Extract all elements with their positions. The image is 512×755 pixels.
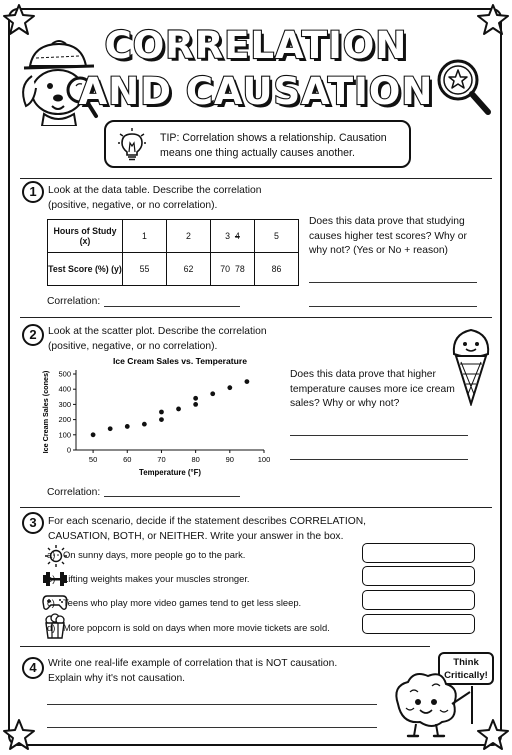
x-tick-label: 90 <box>225 455 234 464</box>
table-cell: 1 <box>123 220 167 253</box>
title-line-1: CORRELATION <box>104 24 408 67</box>
data-point <box>159 410 164 415</box>
question-number-4: 4 <box>22 657 44 679</box>
answer-line[interactable] <box>290 459 468 460</box>
table-header-hours: Hours of Study (x) <box>48 220 123 253</box>
answer-line[interactable] <box>47 704 377 705</box>
star-icon <box>476 718 510 752</box>
divider <box>20 178 492 179</box>
table-cell: 5 <box>255 220 299 253</box>
answer-box-b[interactable] <box>362 566 475 586</box>
correlation-answer-line[interactable] <box>104 306 240 307</box>
q2-correlation-label: Correlation: <box>47 487 101 498</box>
scenario-d: d) More popcorn is sold on days when more movie tickets are sold. <box>47 622 330 633</box>
q2-side-question: Does this data prove that higher temperature causes more ice cream sales? Why or why not? <box>290 369 455 409</box>
scenario-a: a) On sunny days, more people go to the park. <box>47 549 246 560</box>
q1-side-question: Does this data prove that studying causes higher test scores? Why or why not? (Yes or No + reason) <box>309 216 467 256</box>
title-line-2: AND CAUSATION <box>78 70 434 113</box>
y-tick-label: 0 <box>66 445 71 455</box>
question-number-1: 1 <box>22 181 44 203</box>
question-number-2: 2 <box>22 324 44 346</box>
correlation-answer-line[interactable] <box>104 496 240 497</box>
data-point <box>227 385 232 390</box>
x-tick-label: 80 <box>191 455 200 464</box>
answer-box-a[interactable] <box>362 543 475 563</box>
x-tick-label: 60 <box>123 455 132 464</box>
data-point <box>176 407 181 412</box>
lightbulb-icon <box>118 128 146 162</box>
table-cell: 3 4 <box>211 220 255 253</box>
data-point <box>108 426 113 431</box>
q3-prompt: For each scenario, decide if the statement describes CORRELATION, CAUSATION, BOTH, or NEITHER. Write your answer in the box. <box>48 516 367 542</box>
y-tick-label: 300 <box>58 399 71 409</box>
table-cell: 2 <box>167 220 211 253</box>
scatter-plot <box>36 352 276 482</box>
x-tick-label: 50 <box>88 455 98 464</box>
magnifying-glass-icon <box>432 56 496 120</box>
y-axis-label: Ice Cream Sales (cones) <box>41 370 50 454</box>
y-tick-label: 200 <box>58 415 71 425</box>
y-tick-label: 100 <box>58 430 71 440</box>
table-header-score: Test Score (%) (y) <box>48 253 123 286</box>
x-tick-label: 100 <box>257 455 271 464</box>
answer-box-d[interactable] <box>362 614 475 634</box>
answer-line[interactable] <box>290 435 468 436</box>
scenario-c: c) Teens who play more video games tend to get less sleep. <box>47 597 302 608</box>
answer-line[interactable] <box>309 306 477 307</box>
star-icon <box>2 718 36 752</box>
q2-prompt: Look at the scatter plot. Describe the correlation (positive, negative, or no correlation). <box>48 326 267 352</box>
q1-correlation-label: Correlation: <box>47 296 101 307</box>
table-cell: 70 78 <box>211 253 255 286</box>
answer-line[interactable] <box>309 282 477 283</box>
data-point <box>142 422 147 427</box>
data-point <box>193 402 198 407</box>
y-tick-label: 400 <box>58 384 71 394</box>
x-axis-label: Temperature (°F) <box>139 468 201 477</box>
table-cell: 62 <box>167 253 211 286</box>
table-cell: 86 <box>255 253 299 286</box>
answer-box-c[interactable] <box>362 590 475 610</box>
q4-prompt: Write one real-life example of correlation that is NOT causation. Explain why it's not causation. <box>48 658 338 684</box>
q1-prompt: Look at the data table. Describe the correlation (positive, negative, or no correlation). <box>48 185 262 211</box>
divider <box>20 646 430 647</box>
table-cell-crossed: 4 <box>234 231 240 241</box>
y-tick-label: 500 <box>58 369 71 379</box>
think-critically-sign: Think Critically! <box>438 652 494 685</box>
scenario-b: b) Lifting weights makes your muscles stronger. <box>47 573 250 584</box>
tip-box <box>104 120 411 168</box>
divider <box>20 317 492 318</box>
question-number-3: 3 <box>22 512 44 534</box>
study-data-table <box>47 219 299 286</box>
data-point <box>159 417 164 422</box>
data-point <box>210 391 215 396</box>
chart-title: Ice Cream Sales vs. Temperature <box>112 356 248 366</box>
divider <box>20 507 492 508</box>
data-point <box>125 424 130 429</box>
x-tick-label: 70 <box>157 455 166 464</box>
brain-character-illustration <box>384 664 476 740</box>
data-point <box>193 396 198 401</box>
data-point <box>245 379 250 384</box>
data-point <box>91 432 96 437</box>
table-cell: 55 <box>123 253 167 286</box>
answer-line[interactable] <box>47 727 377 728</box>
tip-text: TIP: Correlation shows a relationship. Causation means one thing actually causes another. <box>160 132 387 159</box>
